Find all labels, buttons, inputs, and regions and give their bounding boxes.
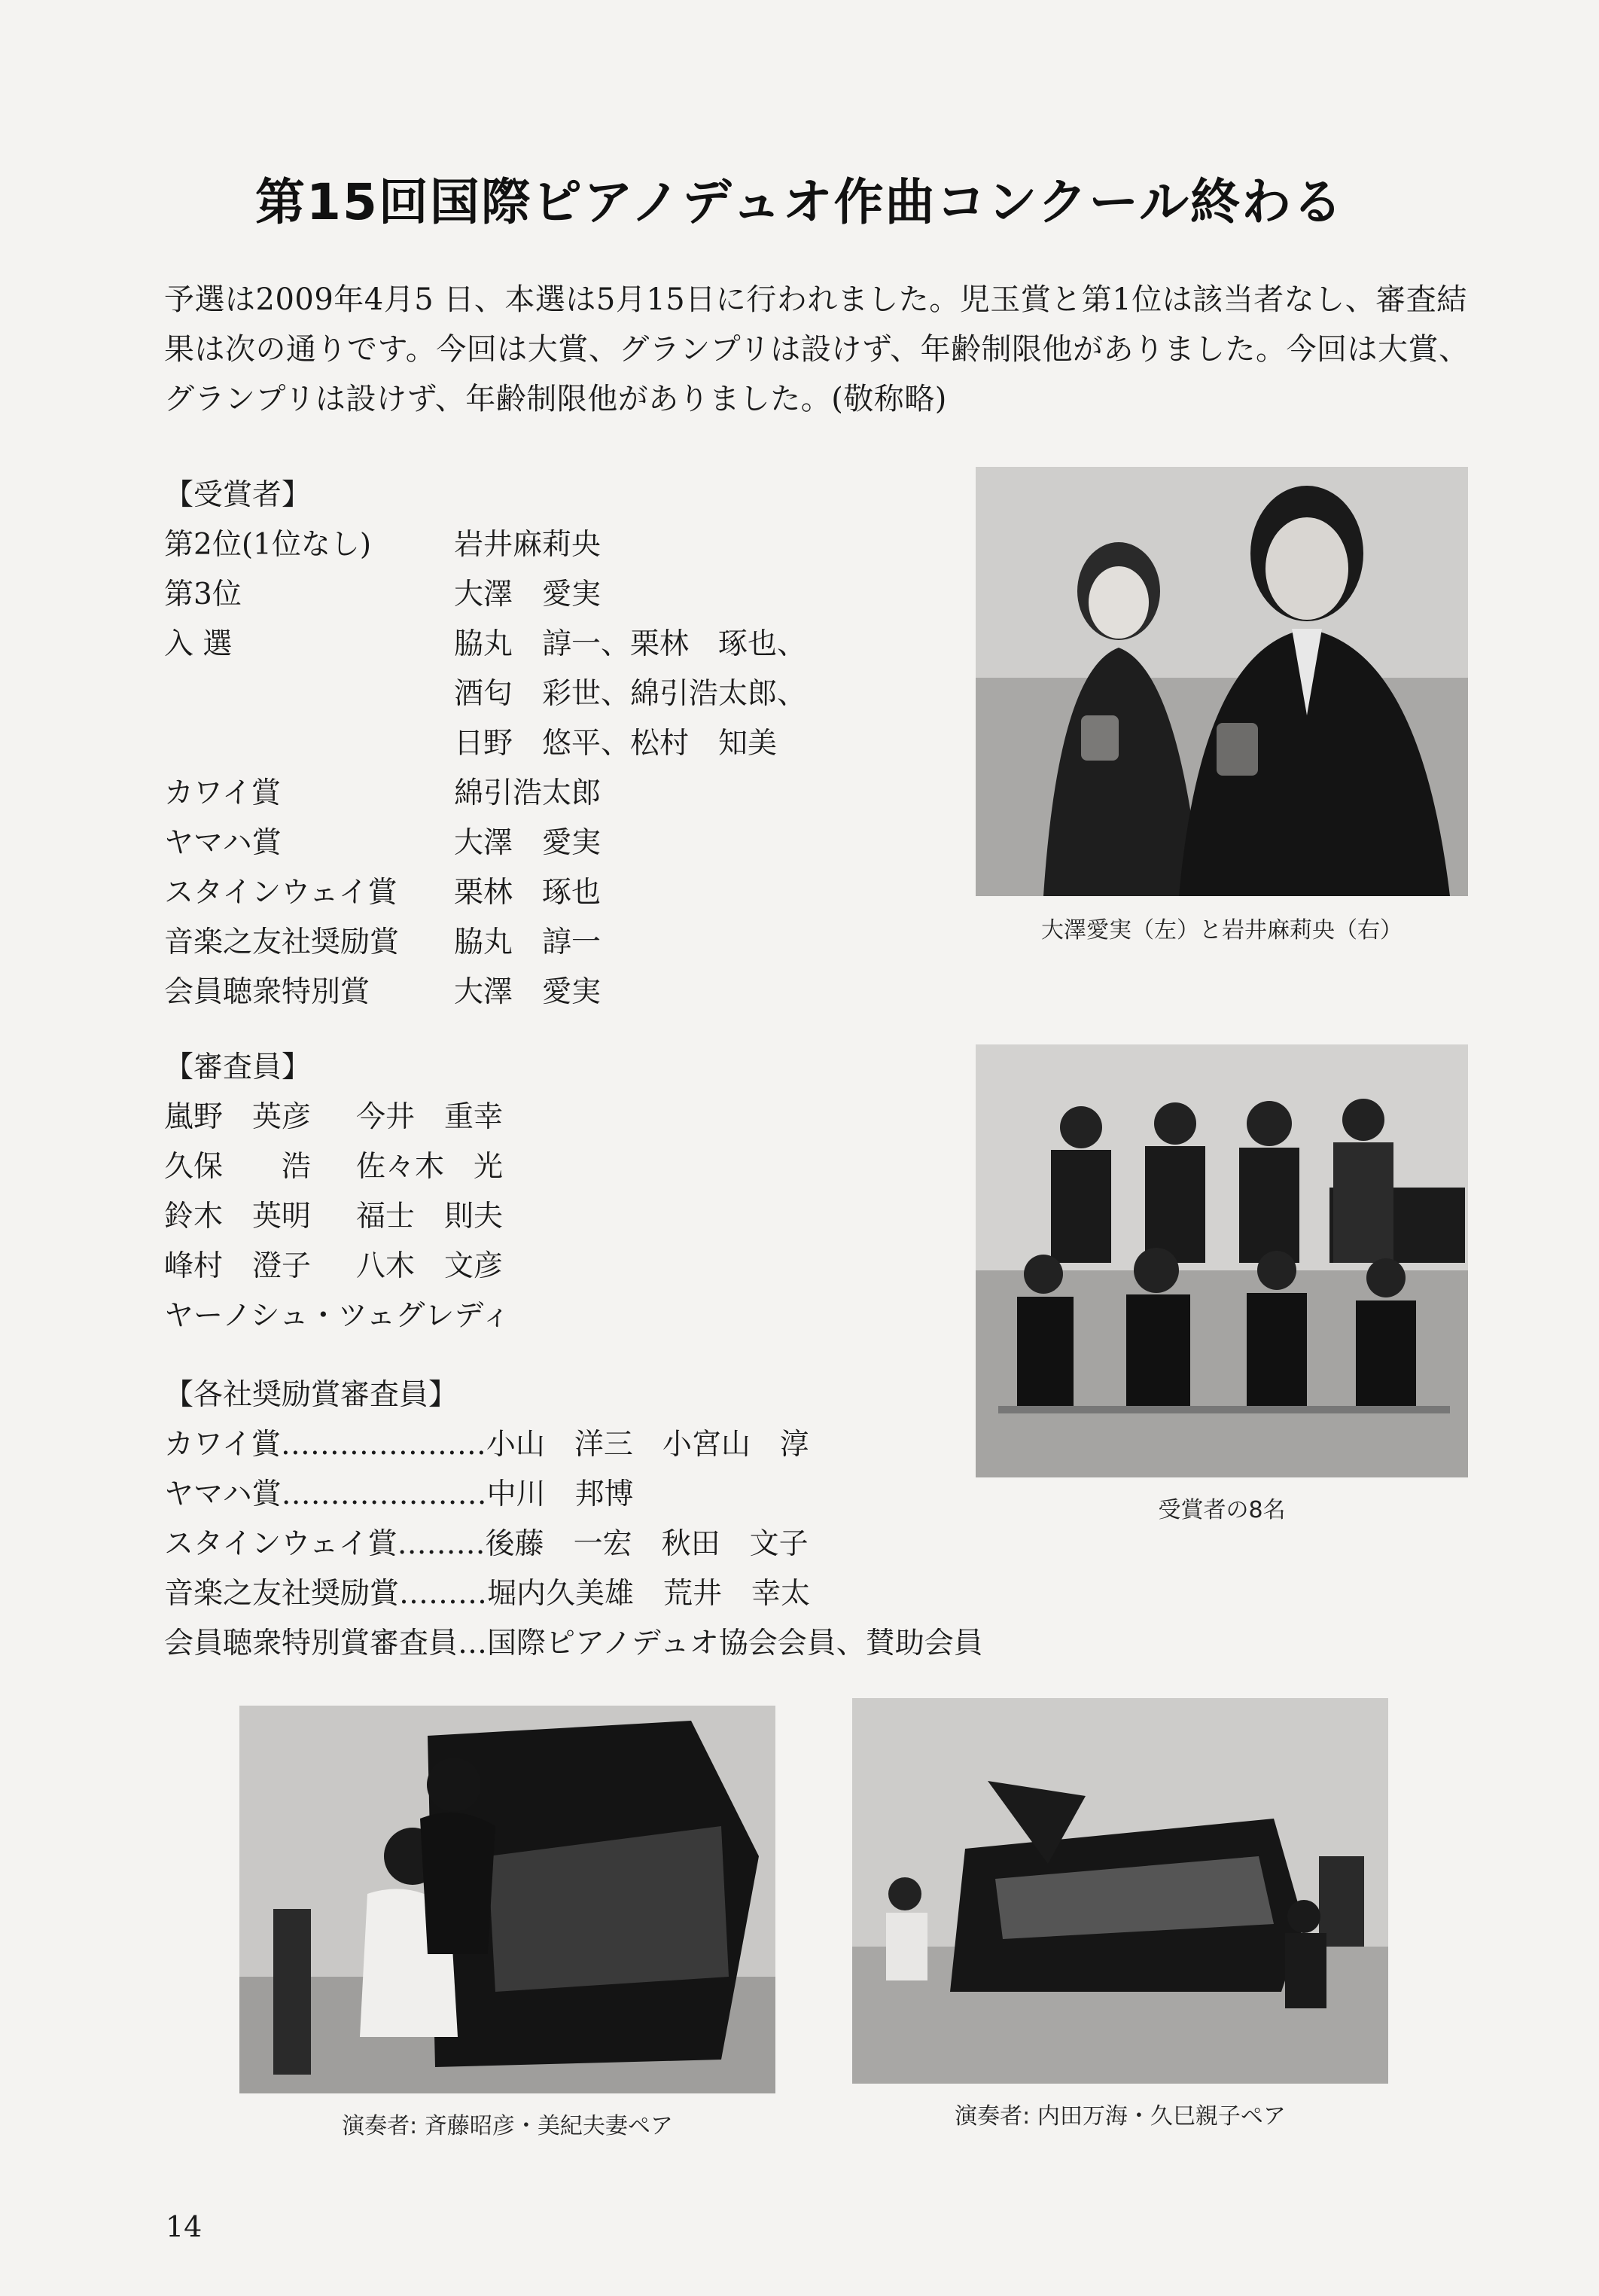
award-value: 日野 悠平、松村 知美 [454,727,778,761]
sponsor-judges-section [164,1371,983,1669]
judge-row [164,1142,510,1192]
winners-photo [976,467,1468,896]
award-value: 綿引浩太郎 [454,776,602,810]
award-value: 脇丸 諄一 [454,925,602,959]
award-value: 大澤 愛実 [454,826,602,860]
award-label: カワイ賞 [164,776,281,810]
sponsor-judge-row: カワイ賞…………………小山 洋三 小宮山 淳 [164,1428,809,1462]
award-label [164,719,454,769]
award-row [164,769,806,819]
award-label: 第2位(1位なし) [164,528,372,562]
award-label [164,669,454,719]
sponsor-judge-row: 会員聴衆特別賞審査員…国際ピアノデュオ協会会員、賛助会員 [164,1627,983,1660]
award-row [164,868,806,918]
awards-heading: 【受賞者】 [164,478,312,512]
judge-name: 今井 重幸 [356,1100,504,1134]
sponsor-judge-row: ヤマハ賞…………………中川 邦博 [164,1477,634,1511]
judge-name: 峰村 澄子 [164,1249,312,1283]
saito-duo-photo [239,1706,775,2093]
judge-name: 八木 文彦 [356,1249,504,1283]
judges-section [164,1043,510,1341]
intro-paragraph: 予選は2009年4月5 日、本選は5月15日に行われました。児玉賞と第1位は該当者なし、審査結果は次の通りです。今回は大賞、グランプリは設けず、年齢制限他がありました。今回は大賞、グランプリは設けず、年齢制限他がありました。(敬称略) [164,282,1470,416]
award-row [164,620,806,669]
award-label: 入 選 [164,627,233,661]
award-label: ヤマハ賞 [164,826,282,860]
award-value: 大澤 愛実 [454,975,602,1009]
page-number: 14 [166,2210,203,2243]
award-label: 音楽之友社奨励賞 [164,925,400,959]
sponsor-judge-row: スタインウェイ賞………後藤 一宏 秋田 文子 [164,1527,809,1561]
sponsor-judge-row: 音楽之友社奨励賞………堀内久美雄 荒井 幸太 [164,1577,811,1611]
award-value: 栗林 琢也 [454,876,602,910]
saito-duo-caption: 演奏者: 斉藤昭彦・美紀夫妻ペア [342,2113,673,2139]
page-title: 第15回国際ピアノデュオ作曲コンクール終わる [255,173,1344,231]
judges-heading: 【審査員】 [164,1050,312,1084]
award-row [164,918,806,968]
award-row [164,968,806,1017]
group-photo-caption: 受賞者の8名 [1158,1497,1286,1523]
award-row [164,719,806,769]
judge-name: 久保 浩 [164,1150,312,1184]
judge-row [164,1242,510,1291]
uchida-duo-photo [852,1698,1388,2084]
award-label: スタインウェイ賞 [164,876,397,910]
award-value: 岩井麻莉央 [454,528,602,562]
judge-name: 嵐野 英彦 [164,1100,312,1134]
award-value: 脇丸 諄一、栗林 琢也、 [454,627,807,661]
winners-photo-caption: 大澤愛実（左）と岩井麻莉央（右） [1041,917,1403,944]
award-value: 酒匂 彩世、綿引浩太郎、 [454,677,807,711]
judge-row [164,1192,510,1242]
award-row [164,570,806,620]
award-label: 会員聴衆特別賞 [164,975,370,1009]
awards-section [164,471,806,1017]
award-row [164,819,806,868]
group-photo [976,1044,1468,1477]
award-row [164,520,806,570]
award-label: 第3位 [164,578,242,611]
sponsor-judges-heading: 【各社奨励賞審査員】 [164,1378,458,1412]
award-value: 大澤 愛実 [454,578,602,611]
judge-row [164,1291,510,1341]
judge-name: 鈴木 英明 [164,1200,312,1233]
award-row [164,669,806,719]
judge-name: 佐々木 光 [356,1150,504,1184]
judge-name: 福士 則夫 [356,1200,504,1233]
uchida-duo-caption: 演奏者: 内田万海・久巳親子ペア [955,2103,1286,2130]
judge-row [164,1093,510,1142]
judge-name: ヤーノシュ・ツェグレディ [164,1299,511,1333]
